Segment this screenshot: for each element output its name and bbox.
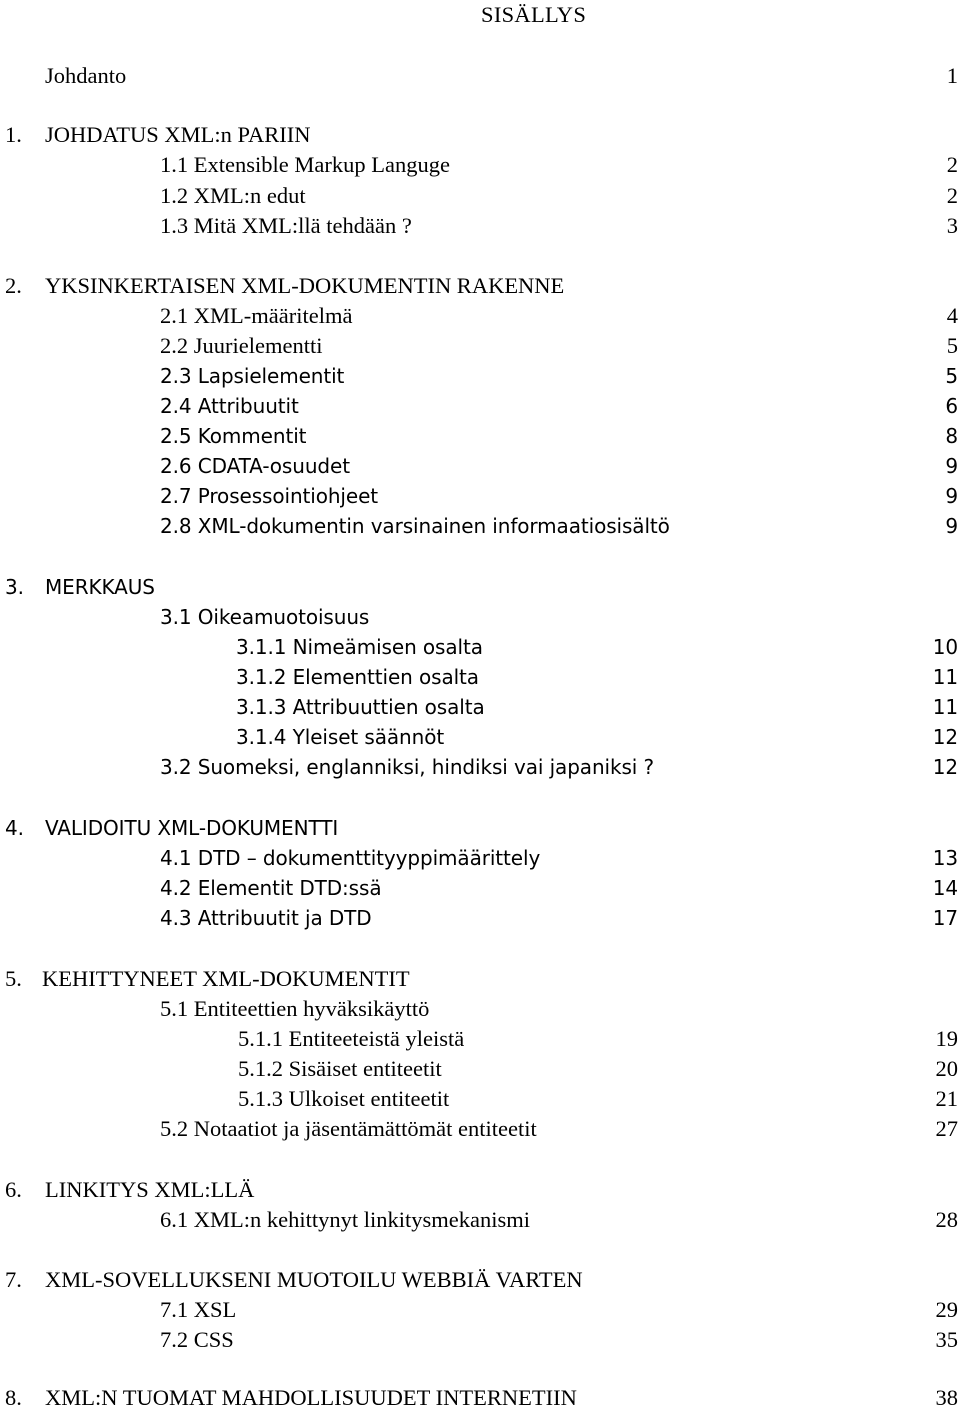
toc-chapter-label: XML:N TUOMAT MAHDOLLISUUDET INTERNETIIN [45,1385,577,1410]
toc-chapter-number: 6. [5,1177,22,1202]
toc-entry-label: 2.7 Prosessointiohjeet [160,484,379,508]
toc-entry-label: 2.1 XML-määritelmä [160,303,353,328]
toc-entry-2-4[interactable] [0,391,960,421]
toc-entry-2-6[interactable] [0,451,960,481]
toc-chapter-label: LINKITYS XML:LLÄ [45,1177,255,1202]
toc-entry-label: 3.1.1 Nimeämisen osalta [236,635,483,659]
toc-entry-label: 2.3 Lapsielementit [160,364,345,388]
toc-entry-label: Johdanto [45,63,127,88]
toc-entry-page: 10 [932,635,958,659]
toc-entry-3-1[interactable] [0,602,960,632]
toc-entry-1-1[interactable] [0,150,960,180]
toc-entry-5-1-2[interactable] [0,1054,960,1084]
toc-entry-4-3[interactable] [0,903,960,933]
toc-entry-page: 38 [935,1385,958,1410]
toc-entry-2-7[interactable] [0,481,960,511]
toc-entry-5-1-1[interactable] [0,1024,960,1054]
toc-chapter-7[interactable] [0,1265,960,1295]
toc-entry-7-2[interactable] [0,1325,960,1355]
toc-entry-5-2[interactable] [0,1114,960,1144]
toc-entry-label: 5.1.1 Entiteeteistä yleistä [238,1026,465,1051]
toc-chapter-number: 7. [5,1267,22,1292]
toc-entry-page: 2 [946,152,958,177]
toc-entry-7-1[interactable] [0,1295,960,1325]
toc-entry-2-8[interactable] [0,511,960,541]
toc-entry-page: 9 [945,484,958,508]
toc-chapter-number: 4. [5,816,24,840]
toc-entry-page: 11 [932,695,958,719]
toc-entry-label: 2.5 Kommentit [160,424,307,448]
toc-entry-page: 35 [935,1327,958,1352]
toc-chapter-8[interactable] [0,1383,960,1413]
toc-entry-label: 4.2 Elementit DTD:ssä [160,876,382,900]
toc-entry-page: 29 [935,1297,958,1322]
toc-entry-page: 12 [932,725,958,749]
toc-entry-page: 13 [932,846,958,870]
toc-entry-page: 5 [946,333,958,358]
toc-chapter-1[interactable] [0,120,960,150]
toc-entry-2-5[interactable] [0,421,960,451]
toc-entry-page: 1 [946,63,958,88]
toc-entry-label: 3.1.4 Yleiset säännöt [236,725,445,749]
toc-entry-page: 4 [946,303,958,328]
toc-entry-page: 9 [945,514,958,538]
toc-entry-4-2[interactable] [0,873,960,903]
toc-entry-intro[interactable] [0,61,960,91]
toc-chapter-label: VALIDOITU XML-DOKUMENTTI [45,816,339,840]
toc-entry-page: 8 [945,424,958,448]
toc-entry-page: 12 [932,755,958,779]
toc-entry-label: 5.2 Notaatiot ja jäsentämättömät entiteetit [160,1116,537,1141]
toc-entry-page: 27 [935,1116,958,1141]
toc-entry-label: 1.3 Mitä XML:llä tehdään ? [160,213,412,238]
toc-entry-5-1-3[interactable] [0,1084,960,1114]
toc-entry-3-1-4[interactable] [0,722,960,752]
toc-entry-page: 19 [935,1026,958,1051]
toc-entry-label: 4.3 Attribuutit ja DTD [160,906,372,930]
toc-entry-label: 5.1 Entiteettien hyväksikäyttö [160,996,430,1021]
toc-entry-label: 7.2 CSS [160,1327,234,1352]
toc-chapter-number: 5. [5,966,22,991]
toc-entry-label: 6.1 XML:n kehittynyt linkitysmekanismi [160,1207,530,1232]
toc-entry-label: 1.2 XML:n edut [160,183,306,208]
toc-entry-3-1-3[interactable] [0,692,960,722]
toc-entry-label: 5.1.3 Ulkoiset entiteetit [238,1086,450,1111]
toc-entry-page: 2 [946,183,958,208]
toc-entry-label: 2.8 XML-dokumentin varsinainen informaatiosisältö [160,514,670,538]
toc-chapter-label: MERKKAUS [45,575,155,599]
toc-chapter-2[interactable] [0,271,960,301]
toc-entry-label: 5.1.2 Sisäiset entiteetit [238,1056,442,1081]
toc-entry-2-3[interactable] [0,361,960,391]
toc-chapter-label: YKSINKERTAISEN XML-DOKUMENTIN RAKENNE [45,273,565,298]
toc-entry-1-3[interactable] [0,211,960,241]
toc-entry-3-2[interactable] [0,752,960,782]
toc-entry-label: 3.1 Oikeamuotoisuus [160,605,370,629]
toc-entry-6-1[interactable] [0,1205,960,1235]
toc-entry-2-1[interactable] [0,301,960,331]
toc-entry-label: 1.1 Extensible Markup Languge [160,152,450,177]
toc-entry-page: 5 [945,364,958,388]
toc-chapter-label: JOHDATUS XML:n PARIIN [45,122,311,147]
toc-chapter-number: 3. [5,575,24,599]
page-title: SISÄLLYS [481,2,587,27]
toc-chapter-3[interactable] [0,572,960,602]
toc-entry-label: 7.1 XSL [160,1297,237,1322]
toc-entry-1-2[interactable] [0,181,960,211]
toc-chapter-5[interactable] [0,964,960,994]
toc-chapter-number: 2. [5,273,22,298]
toc-entry-label: 3.1.3 Attribuuttien osalta [236,695,485,719]
toc-entry-3-1-2[interactable] [0,662,960,692]
toc-entry-page: 6 [945,394,958,418]
toc-entry-label: 2.2 Juurielementti [160,333,323,358]
toc-chapter-label: KEHITTYNEET XML-DOKUMENTIT [42,966,410,991]
toc-entry-label: 2.4 Attribuutit [160,394,299,418]
toc-entry-page: 11 [932,665,958,689]
toc-entry-label: 3.1.2 Elementtien osalta [236,665,479,689]
toc-entry-page: 3 [946,213,958,238]
toc-chapter-label: XML-SOVELLUKSENI MUOTOILU WEBBIÄ VARTEN [45,1267,583,1292]
toc-entry-5-1[interactable] [0,994,960,1024]
toc-entry-label: 3.2 Suomeksi, englanniksi, hindiksi vai japaniksi ? [160,755,655,779]
toc-entry-label: 4.1 DTD – dokumenttityyppimäärittely [160,846,541,870]
toc-entry-page: 9 [945,454,958,478]
toc-entry-page: 14 [932,876,958,900]
toc-entry-page: 28 [935,1207,958,1232]
toc-entry-page: 21 [935,1086,958,1111]
toc-chapter-4[interactable] [0,813,960,843]
toc-chapter-6[interactable] [0,1175,960,1205]
toc-entry-2-2[interactable] [0,331,960,361]
toc-chapter-number: 1. [5,122,22,147]
toc-entry-label: 2.6 CDATA-osuudet [160,454,350,478]
toc-entry-page: 20 [935,1056,958,1081]
toc-entry-4-1[interactable] [0,843,960,873]
toc-chapter-number: 8. [5,1385,22,1410]
toc-entry-page: 17 [932,906,958,930]
toc-entry-3-1-1[interactable] [0,632,960,662]
